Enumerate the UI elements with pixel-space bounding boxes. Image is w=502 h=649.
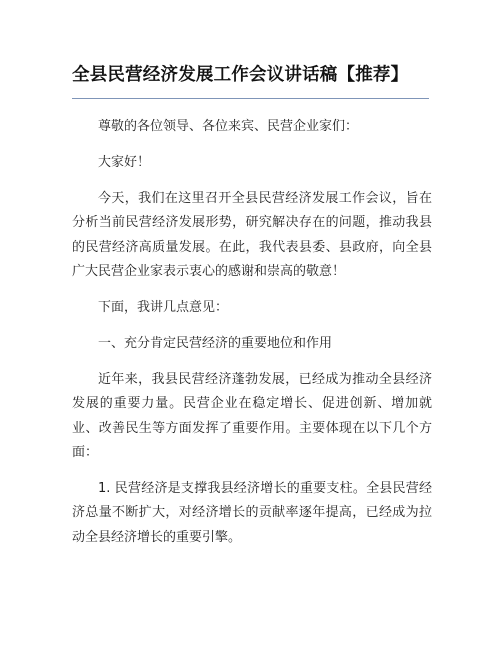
intro-paragraph: 今天，我们在这里召开全县民营经济发展工作会议，旨在分析当前民营经济发展形势，研究解决存在的问题，推动我县的民营经济高质量发展。在此，我代表县委、县政府，向全县广大民营企业家表示衷心的感谢和崇高的敬意！ [72, 190, 432, 280]
greeting-paragraph: 大家好！ [98, 154, 151, 170]
salutation-paragraph: 尊敬的各位领导、各位来宾、民营企业家们： [98, 119, 359, 134]
section-heading-1: 一、充分肯定民营经济的重要地位和作用 [98, 335, 333, 351]
transition-paragraph: 下面，我讲几点意见： [98, 299, 229, 315]
section-1-paragraph: 近年来，我县民营经济蓬勃发展，已经成为推动全县经济发展的重要力量。民营企业在稳定增长、促进创新、增加就业、改善民生等方面发挥了重要作用。主要体现在以下几个方面： [72, 371, 432, 460]
point-1-paragraph: 1. 民营经济是支撑我县经济增长的重要支柱。全县民营经济总量不断扩大，对经济增长的贡献率逐年提高，已经成为拉动全县经济增长的重要引擎。 [72, 480, 432, 545]
document-body [72, 115, 432, 562]
document-title: 全县民营经济发展工作会议讲话稿【推荐】 [72, 65, 409, 85]
title-divider [72, 98, 429, 99]
